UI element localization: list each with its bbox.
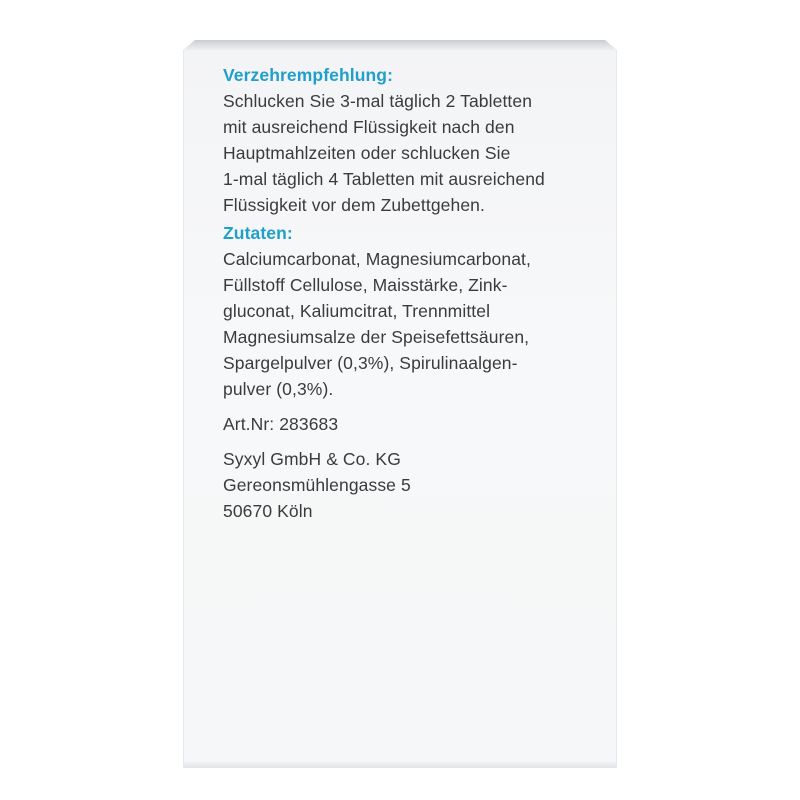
dosage-line: Schlucken Sie 3-mal täglich 2 Tabletten [223,91,533,111]
dosage-line: Flüssigkeit vor dem Zubettgehen. [223,195,485,215]
ingredients-line: Calciumcarbonat, Magnesiumcarbonat, [223,249,531,269]
ingredients-line: pulver (0,3%). [223,379,334,399]
article-number: Art.Nr: 283683 [223,414,339,434]
ingredients-line: Magnesiumsalze der Speisefettsäuren, [223,327,530,347]
ingredients-line: Füllstoff Cellulose, Maisstärke, Zink- [223,275,508,295]
dosage-heading: Verzehrempfehlung: [223,65,394,85]
dosage-line: 1-mal täglich 4 Tabletten mit ausreichend [223,169,545,189]
manufacturer-city: 50670 Köln [223,501,313,521]
manufacturer-name: Syxyl GmbH & Co. KG [223,449,401,469]
ingredients-line: Spargelpulver (0,3%), Spirulinaalgen- [223,353,518,373]
product-label-text [223,62,603,524]
box-bottom-edge [183,762,617,768]
dosage-line: mit ausreichend Flüssigkeit nach den [223,117,515,137]
ingredients-line: gluconat, Kaliumcitrat, Trennmittel [223,301,491,321]
manufacturer-street: Gereonsmühlengasse 5 [223,475,411,495]
dosage-line: Hauptmahlzeiten oder schlucken Sie [223,143,511,163]
ingredients-heading: Zutaten: [223,223,293,243]
box-top-edge [183,40,617,50]
product-box-side-panel [183,40,617,768]
